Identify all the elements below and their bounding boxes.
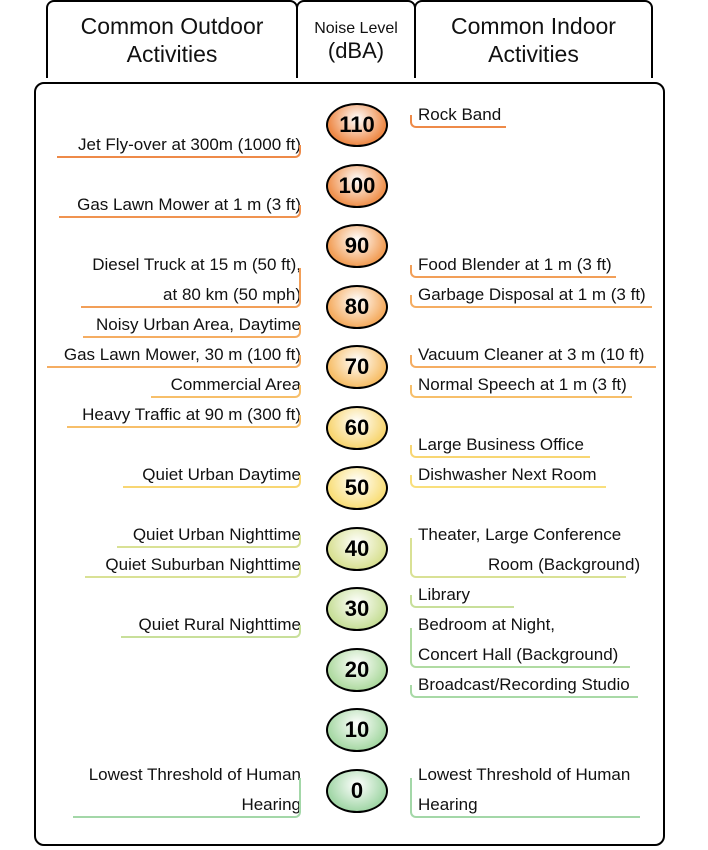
indoor-activity-item: Dishwasher Next Room — [418, 465, 597, 484]
outdoor-activity-item: Commercial Area — [170, 375, 301, 394]
indoor-activity-item: Room (Background) — [488, 555, 641, 574]
indoor-connector-line — [410, 595, 514, 608]
outdoor-activity-item: Heavy Traffic at 90 m (300 ft) — [82, 405, 301, 424]
outdoor-activity-item: Quiet Rural Nighttime — [138, 615, 301, 634]
indoor-activity-item: Food Blender at 1 m (3 ft) — [418, 255, 612, 274]
outdoor-connector-line — [121, 625, 301, 638]
indoor-activity-item: Large Business Office — [418, 435, 584, 454]
noise-level-bubble-50: 50 — [326, 466, 388, 510]
outdoor-activity-item: Hearing — [241, 795, 301, 814]
outdoor-connector-line — [117, 535, 301, 548]
outdoor-connector-line — [81, 268, 301, 308]
outdoor-connector-line — [123, 475, 301, 488]
indoor-header-title: Common Indoor Activities — [451, 13, 616, 67]
noise-level-bubble-0: 0 — [326, 769, 388, 813]
indoor-connector-line — [410, 295, 652, 308]
indoor-activity-item: Hearing — [418, 795, 478, 814]
indoor-connector-line — [410, 445, 590, 458]
indoor-activity-item: Garbage Disposal at 1 m (3 ft) — [418, 285, 646, 304]
noise-level-bubble-20: 20 — [326, 648, 388, 692]
noise-level-bubble-90: 90 — [326, 224, 388, 268]
indoor-connector-line — [410, 355, 656, 368]
indoor-connector-line — [410, 628, 630, 668]
outdoor-activity-item: Gas Lawn Mower, 30 m (100 ft) — [63, 345, 301, 364]
noise-level-bubble-30: 30 — [326, 587, 388, 631]
indoor-activity-item: Normal Speech at 1 m (3 ft) — [418, 375, 627, 394]
indoor-activity-item: Lowest Threshold of Human — [418, 765, 631, 784]
indoor-activity-item: Theater, Large Conference — [418, 525, 622, 544]
noise-level-bubble-80: 80 — [326, 285, 388, 329]
noise-level-header-title: Noise Level — [314, 20, 398, 37]
noise-level-bubble-70: 70 — [326, 345, 388, 389]
indoor-activity-item: Bedroom at Night, — [418, 615, 556, 634]
outdoor-connector-line — [83, 325, 301, 338]
indoor-connector-line — [410, 475, 606, 488]
outdoor-connector-line — [73, 778, 301, 818]
outdoor-activity-item: Quiet Urban Daytime — [142, 465, 301, 484]
indoor-connector-line — [410, 385, 632, 398]
noise-level-header-unit: (dBA) — [327, 38, 385, 63]
noise-chart-panel — [34, 82, 665, 846]
indoor-activity-item: Vacuum Cleaner at 3 m (10 ft) — [418, 345, 645, 364]
noise-level-header-tab — [296, 0, 416, 78]
indoor-connector-line — [410, 685, 638, 698]
indoor-connector-line — [410, 115, 506, 128]
noise-level-bubble-100: 100 — [326, 164, 388, 208]
indoor-connector-line — [410, 265, 616, 278]
indoor-connector-line — [410, 778, 640, 818]
outdoor-connector-line — [47, 355, 301, 368]
noise-level-bubble-110: 110 — [326, 103, 388, 147]
outdoor-activity-item: Diesel Truck at 15 m (50 ft), — [92, 255, 301, 274]
indoor-activity-item: Rock Band — [418, 105, 502, 124]
outdoor-header-tab — [46, 0, 298, 78]
outdoor-activity-item: at 80 km (50 mph) — [163, 285, 301, 304]
indoor-header-tab — [414, 0, 653, 78]
outdoor-activity-item: Jet Fly-over at 300m (1000 ft) — [78, 135, 301, 154]
outdoor-activity-item: Noisy Urban Area, Daytime — [95, 315, 301, 334]
indoor-connector-line — [410, 538, 626, 578]
outdoor-connector-line — [67, 415, 301, 428]
outdoor-connector-line — [151, 385, 301, 398]
outdoor-activity-item: Quiet Suburban Nighttime — [105, 555, 301, 574]
indoor-activity-item: Concert Hall (Background) — [418, 645, 619, 664]
outdoor-activity-item: Quiet Urban Nighttime — [132, 525, 301, 544]
indoor-activity-item: Library — [418, 585, 470, 604]
noise-level-bubble-40: 40 — [326, 527, 388, 571]
outdoor-activity-item: Lowest Threshold of Human — [88, 765, 301, 784]
outdoor-activity-item: Gas Lawn Mower at 1 m (3 ft) — [77, 195, 301, 214]
outdoor-connector-line — [57, 145, 301, 158]
noise-level-bubble-60: 60 — [326, 406, 388, 450]
outdoor-header-title: Common Outdoor Activities — [80, 13, 264, 67]
outdoor-connector-line — [59, 205, 301, 218]
indoor-activity-item: Broadcast/Recording Studio — [418, 675, 630, 694]
noise-level-bubble-10: 10 — [326, 708, 388, 752]
outdoor-connector-line — [85, 565, 301, 578]
